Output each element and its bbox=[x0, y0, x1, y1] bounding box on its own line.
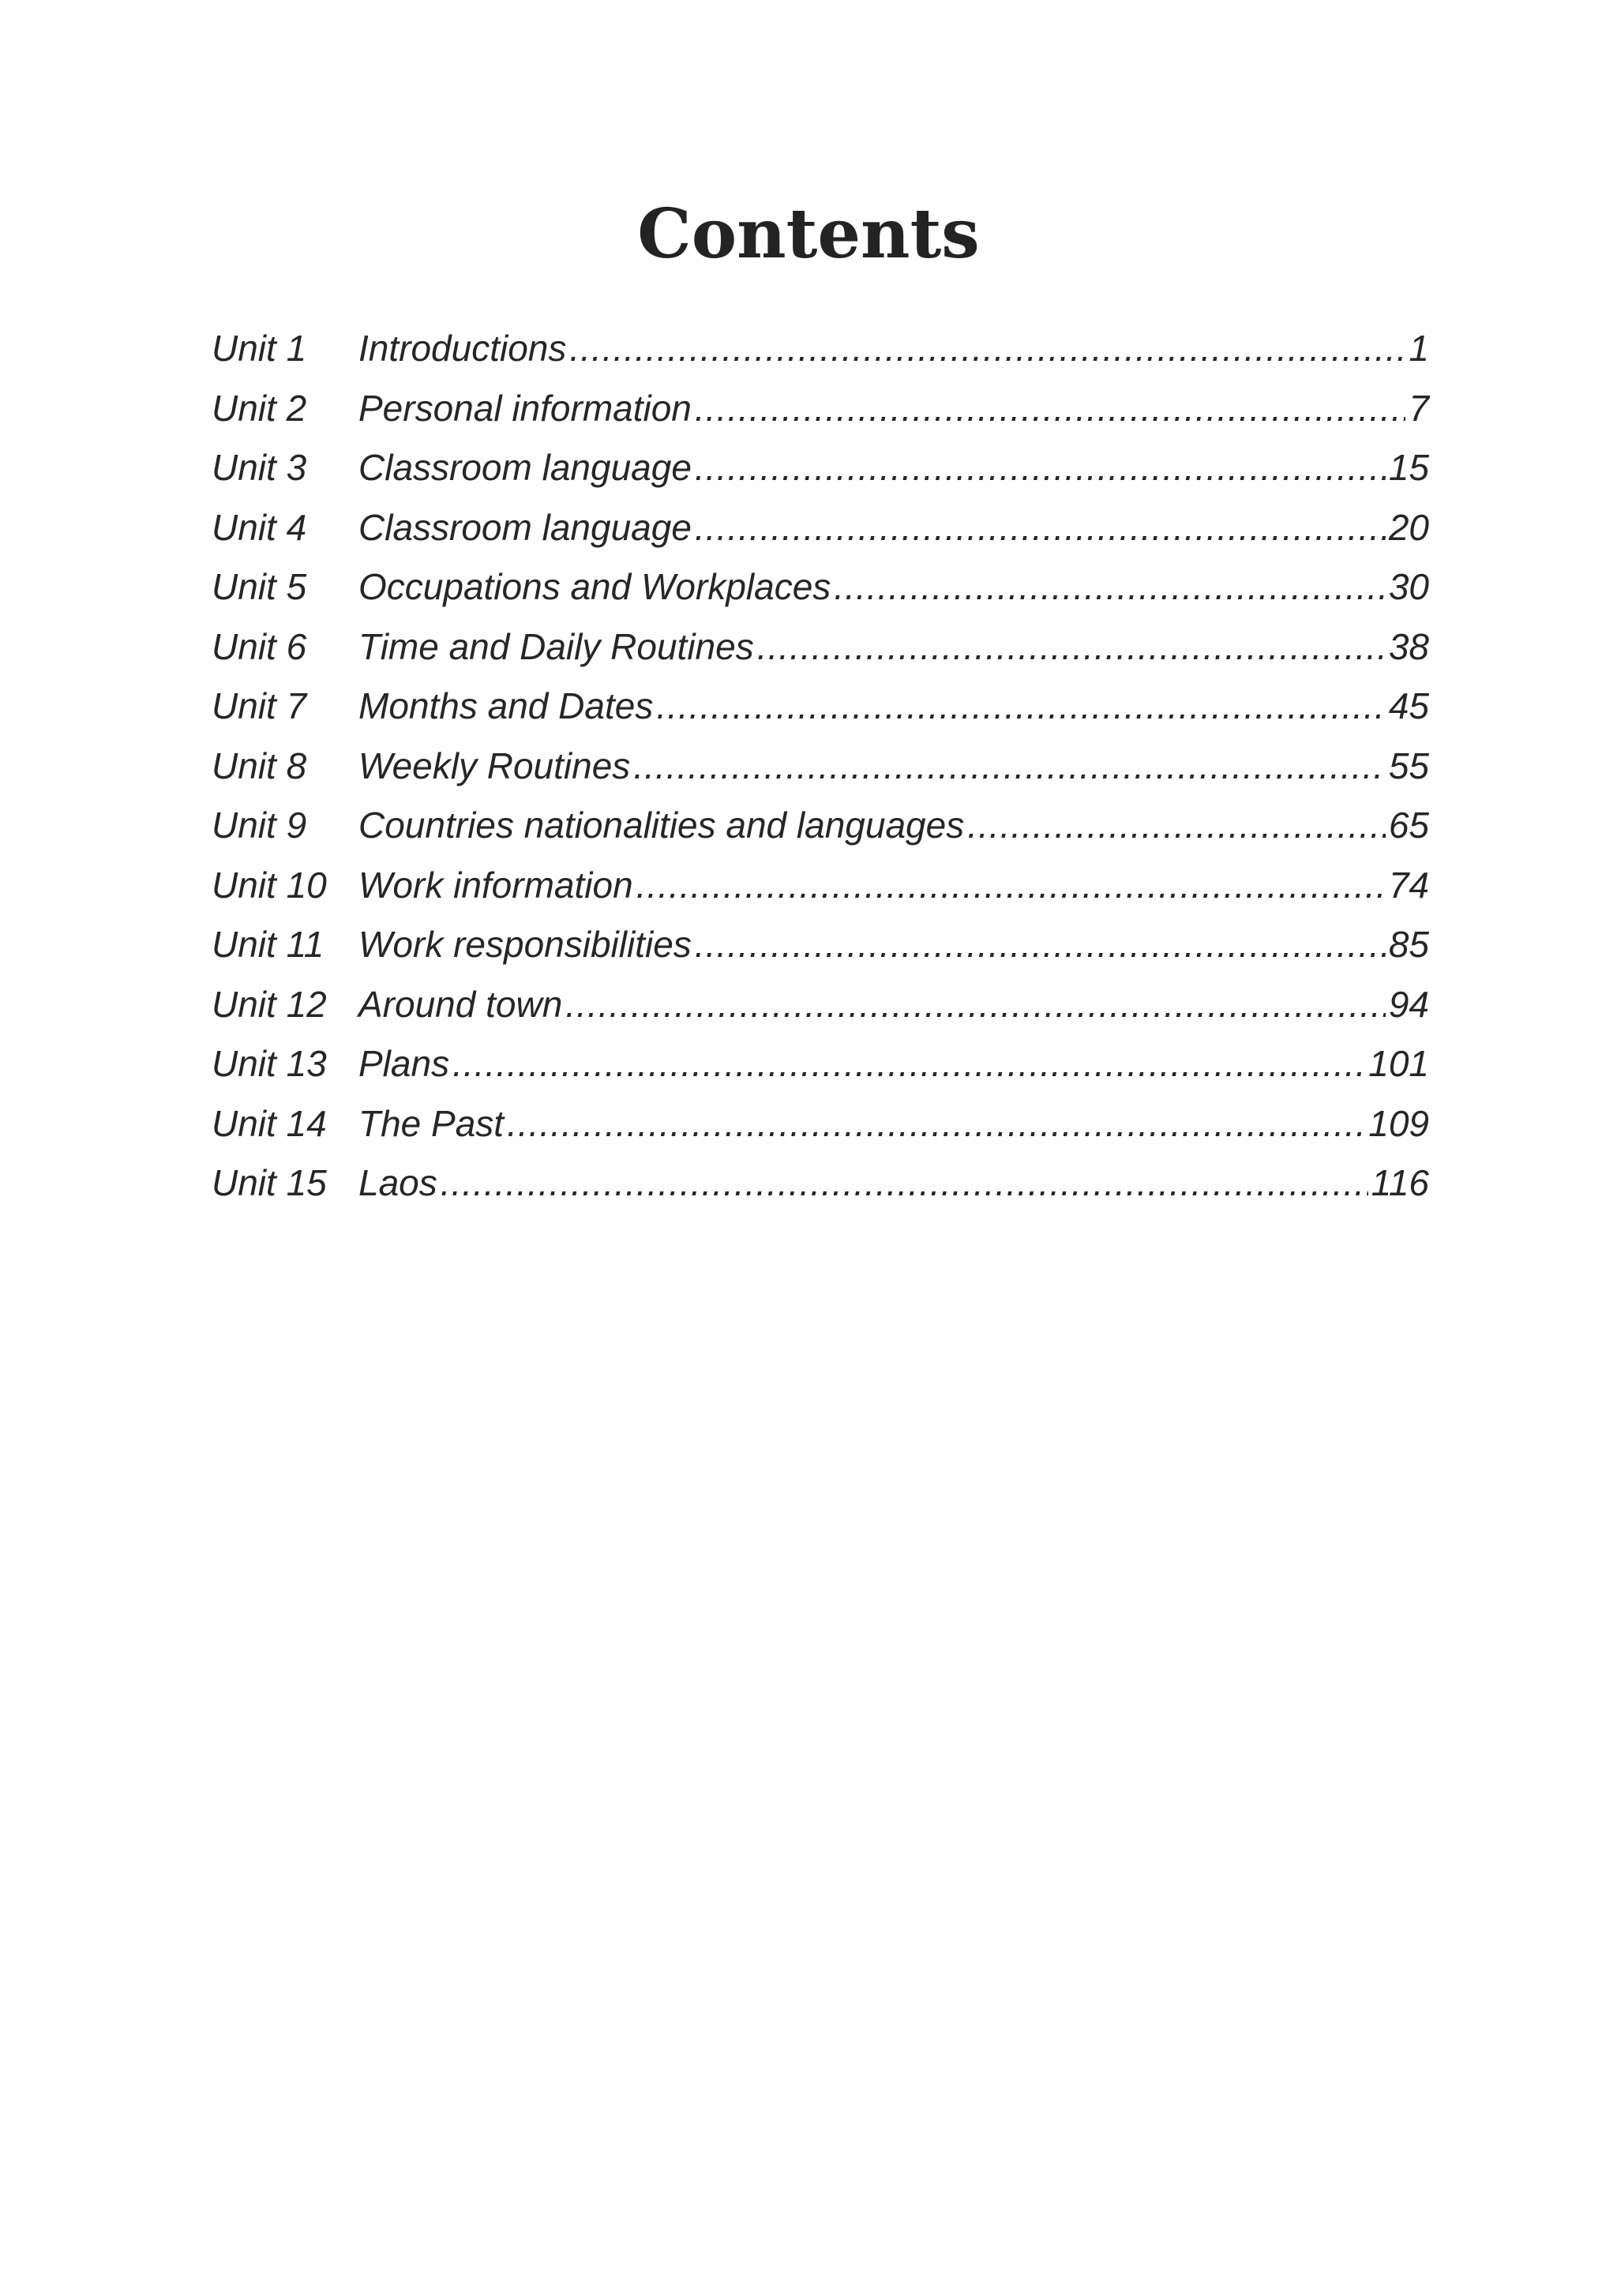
dot-leader bbox=[636, 856, 1386, 916]
unit-title: Laos bbox=[358, 1162, 437, 1203]
unit-title: Work responsibilities bbox=[358, 924, 692, 965]
toc-entry-unit-13[interactable] bbox=[212, 1034, 1429, 1094]
unit-label: Unit 10 bbox=[212, 864, 327, 906]
dot-leader bbox=[565, 975, 1386, 1035]
page-number: 30 bbox=[1388, 566, 1429, 607]
unit-title: Classroom language bbox=[358, 447, 692, 488]
unit-title: Time and Daily Routines bbox=[358, 625, 754, 667]
unit-title: Introductions bbox=[358, 328, 567, 369]
page-number: 116 bbox=[1371, 1162, 1429, 1203]
dot-leader bbox=[834, 557, 1386, 617]
toc-entry-unit-12[interactable] bbox=[212, 975, 1429, 1035]
dot-leader bbox=[967, 796, 1386, 856]
dot-leader bbox=[695, 379, 1406, 439]
toc-entry-unit-9[interactable] bbox=[212, 796, 1429, 856]
page-number: 74 bbox=[1388, 864, 1429, 906]
dot-leader bbox=[507, 1094, 1365, 1154]
dot-leader bbox=[656, 677, 1386, 737]
unit-label: Unit 8 bbox=[212, 745, 307, 786]
unit-label: Unit 13 bbox=[212, 1043, 327, 1084]
toc-entry-unit-10[interactable] bbox=[212, 856, 1429, 916]
unit-label: Unit 7 bbox=[212, 685, 307, 726]
page-number: 45 bbox=[1388, 685, 1429, 726]
toc-entry-unit-11[interactable] bbox=[212, 915, 1429, 975]
toc-entry-unit-14[interactable] bbox=[212, 1094, 1429, 1154]
unit-title: The Past bbox=[358, 1102, 505, 1144]
table-of-contents bbox=[212, 319, 1429, 1214]
unit-title: Occupations and Workplaces bbox=[358, 566, 831, 607]
unit-title: Classroom language bbox=[358, 506, 692, 548]
unit-label: Unit 2 bbox=[212, 387, 307, 429]
toc-entry-unit-2[interactable] bbox=[212, 379, 1429, 439]
unit-title: Work information bbox=[358, 864, 633, 906]
page-number: 1 bbox=[1409, 328, 1429, 369]
dot-leader bbox=[695, 438, 1386, 498]
unit-label: Unit 5 bbox=[212, 566, 307, 607]
unit-title: Months and Dates bbox=[358, 685, 654, 726]
unit-label: Unit 15 bbox=[212, 1162, 327, 1203]
toc-entry-unit-5[interactable] bbox=[212, 557, 1429, 617]
page-number: 85 bbox=[1388, 924, 1429, 965]
page-number: 109 bbox=[1368, 1102, 1429, 1144]
unit-label: Unit 11 bbox=[212, 924, 325, 965]
toc-entry-unit-7[interactable] bbox=[212, 677, 1429, 737]
page-number: 65 bbox=[1388, 805, 1429, 846]
unit-title: Personal information bbox=[358, 387, 692, 429]
page-number: 55 bbox=[1388, 745, 1429, 786]
dot-leader bbox=[452, 1034, 1365, 1094]
page-number: 7 bbox=[1409, 387, 1429, 429]
unit-label: Unit 12 bbox=[212, 983, 327, 1025]
toc-entry-unit-6[interactable] bbox=[212, 617, 1429, 677]
page-number: 101 bbox=[1368, 1043, 1429, 1084]
toc-entry-unit-4[interactable] bbox=[212, 498, 1429, 558]
toc-entry-unit-15[interactable] bbox=[212, 1154, 1429, 1214]
page-title: Contents bbox=[637, 194, 980, 274]
unit-title: Around town bbox=[358, 983, 563, 1025]
unit-label: Unit 14 bbox=[212, 1102, 327, 1144]
unit-title: Countries nationalities and languages bbox=[358, 805, 965, 846]
toc-entry-unit-1[interactable] bbox=[212, 319, 1429, 379]
unit-title: Plans bbox=[358, 1043, 450, 1084]
page-number: 20 bbox=[1388, 506, 1429, 548]
dot-leader bbox=[441, 1154, 1368, 1214]
toc-entry-unit-8[interactable] bbox=[212, 737, 1429, 797]
dot-leader bbox=[757, 617, 1386, 677]
unit-label: Unit 6 bbox=[212, 625, 307, 667]
dot-leader bbox=[695, 498, 1386, 558]
unit-title: Weekly Routines bbox=[358, 745, 631, 786]
dot-leader bbox=[633, 737, 1386, 797]
page-number: 94 bbox=[1388, 983, 1429, 1025]
dot-leader bbox=[569, 319, 1405, 379]
unit-label: Unit 1 bbox=[212, 328, 307, 369]
unit-label: Unit 3 bbox=[212, 447, 307, 488]
page-number: 15 bbox=[1388, 447, 1429, 488]
page-number: 38 bbox=[1388, 625, 1429, 667]
dot-leader bbox=[695, 915, 1386, 975]
toc-entry-unit-3[interactable] bbox=[212, 438, 1429, 498]
unit-label: Unit 9 bbox=[212, 805, 307, 846]
unit-label: Unit 4 bbox=[212, 506, 307, 548]
